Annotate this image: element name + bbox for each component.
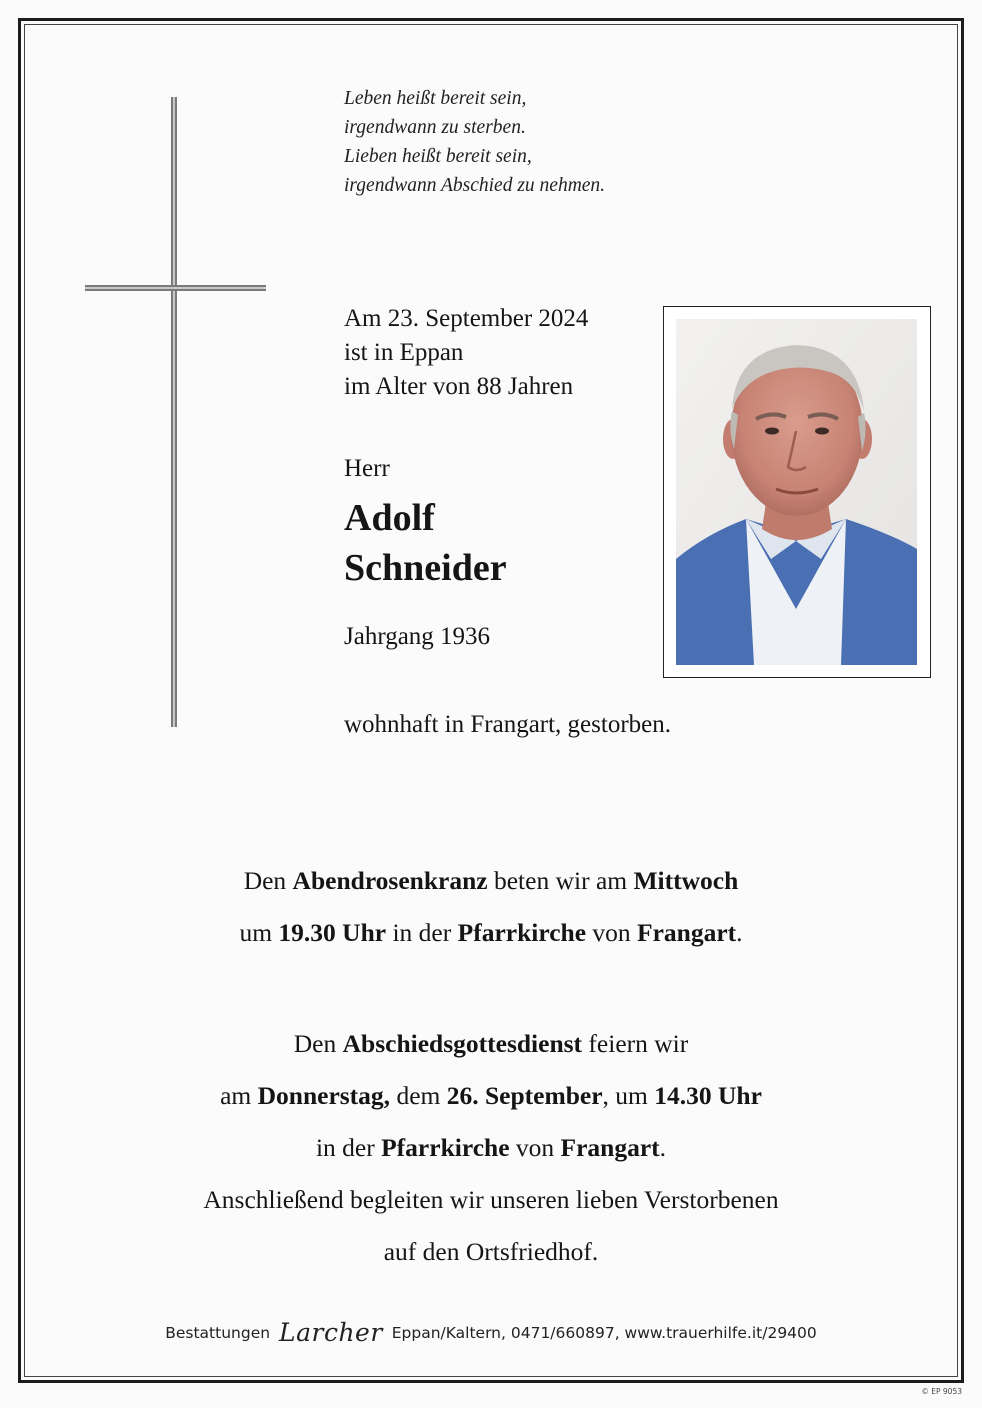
event-venue: Pfarrkirche bbox=[381, 1133, 510, 1162]
cross-icon-horizontal bbox=[85, 285, 266, 291]
portrait-photo bbox=[676, 319, 917, 665]
first-name: Adolf bbox=[344, 497, 435, 539]
text: Den bbox=[243, 866, 293, 895]
text: Den bbox=[293, 1029, 343, 1058]
poem bbox=[344, 84, 605, 200]
poem-line: irgendwann zu sterben. bbox=[344, 117, 526, 138]
rosary-line-2 bbox=[0, 907, 982, 959]
last-name: Schneider bbox=[344, 547, 507, 589]
salutation: Herr bbox=[344, 455, 390, 482]
funeral-line-5: auf den Ortsfriedhof. bbox=[383, 1237, 599, 1266]
poem-line: Leben heißt bereit sein, bbox=[344, 88, 527, 109]
funeral-line-3 bbox=[0, 1122, 982, 1174]
funeral-line-2 bbox=[0, 1070, 982, 1122]
event-name: Abschiedsgottesdienst bbox=[342, 1029, 583, 1058]
event-venue: Pfarrkirche bbox=[457, 918, 587, 947]
birth-year: Jahrgang 1936 bbox=[344, 623, 491, 650]
text: um bbox=[239, 918, 279, 947]
text: beten wir am bbox=[487, 866, 634, 895]
funeral-home-footer bbox=[0, 1318, 982, 1347]
footer-contact: Eppan/Kaltern, 0471/660897, www.trauerhilfe.it/29400 bbox=[391, 1324, 817, 1342]
poem-line: Lieben heißt bereit sein, bbox=[344, 146, 532, 167]
funeral-line-1 bbox=[0, 1018, 982, 1070]
event-town: Frangart bbox=[637, 918, 737, 947]
text: von bbox=[586, 918, 638, 947]
text: in der bbox=[315, 1133, 382, 1162]
rosary-line-1 bbox=[0, 855, 982, 907]
death-date: Am 23. September 2024 bbox=[344, 305, 589, 332]
text: . bbox=[736, 918, 743, 947]
text: dem bbox=[390, 1081, 447, 1110]
rosary-notice bbox=[0, 855, 982, 959]
deceased-name bbox=[344, 493, 507, 593]
funeral-notice bbox=[0, 1018, 982, 1278]
event-time: 14.30 Uhr bbox=[654, 1081, 762, 1110]
event-date: 26. September bbox=[446, 1081, 603, 1110]
text: . bbox=[659, 1133, 667, 1162]
text: in der bbox=[386, 918, 458, 947]
text: von bbox=[509, 1133, 561, 1162]
residence: wohnhaft in Frangart, gestorben. bbox=[344, 711, 672, 738]
funeral-line-4: Anschließend begleiten wir unseren lieben Verstorbenen bbox=[203, 1185, 779, 1214]
event-day: Mittwoch bbox=[633, 866, 739, 895]
death-age: im Alter von 88 Jahren bbox=[344, 373, 574, 400]
cross-icon-vertical bbox=[171, 97, 177, 727]
poem-line: irgendwann Abschied zu nehmen. bbox=[344, 175, 606, 196]
event-time: 19.30 Uhr bbox=[278, 918, 387, 947]
text: am bbox=[220, 1081, 258, 1110]
event-town: Frangart bbox=[560, 1133, 660, 1162]
funeral-home-logo: Larcher bbox=[279, 1318, 383, 1347]
death-announcement bbox=[344, 302, 588, 404]
text: , um bbox=[602, 1081, 655, 1110]
print-code: © EP 9053 bbox=[921, 1387, 962, 1396]
death-place: ist in Eppan bbox=[344, 339, 464, 366]
text: feiern wir bbox=[582, 1029, 689, 1058]
footer-prefix: Bestattungen bbox=[165, 1324, 271, 1342]
event-day: Donnerstag, bbox=[257, 1081, 391, 1110]
event-name: Abendrosenkranz bbox=[292, 866, 488, 895]
portrait-frame bbox=[663, 306, 931, 678]
